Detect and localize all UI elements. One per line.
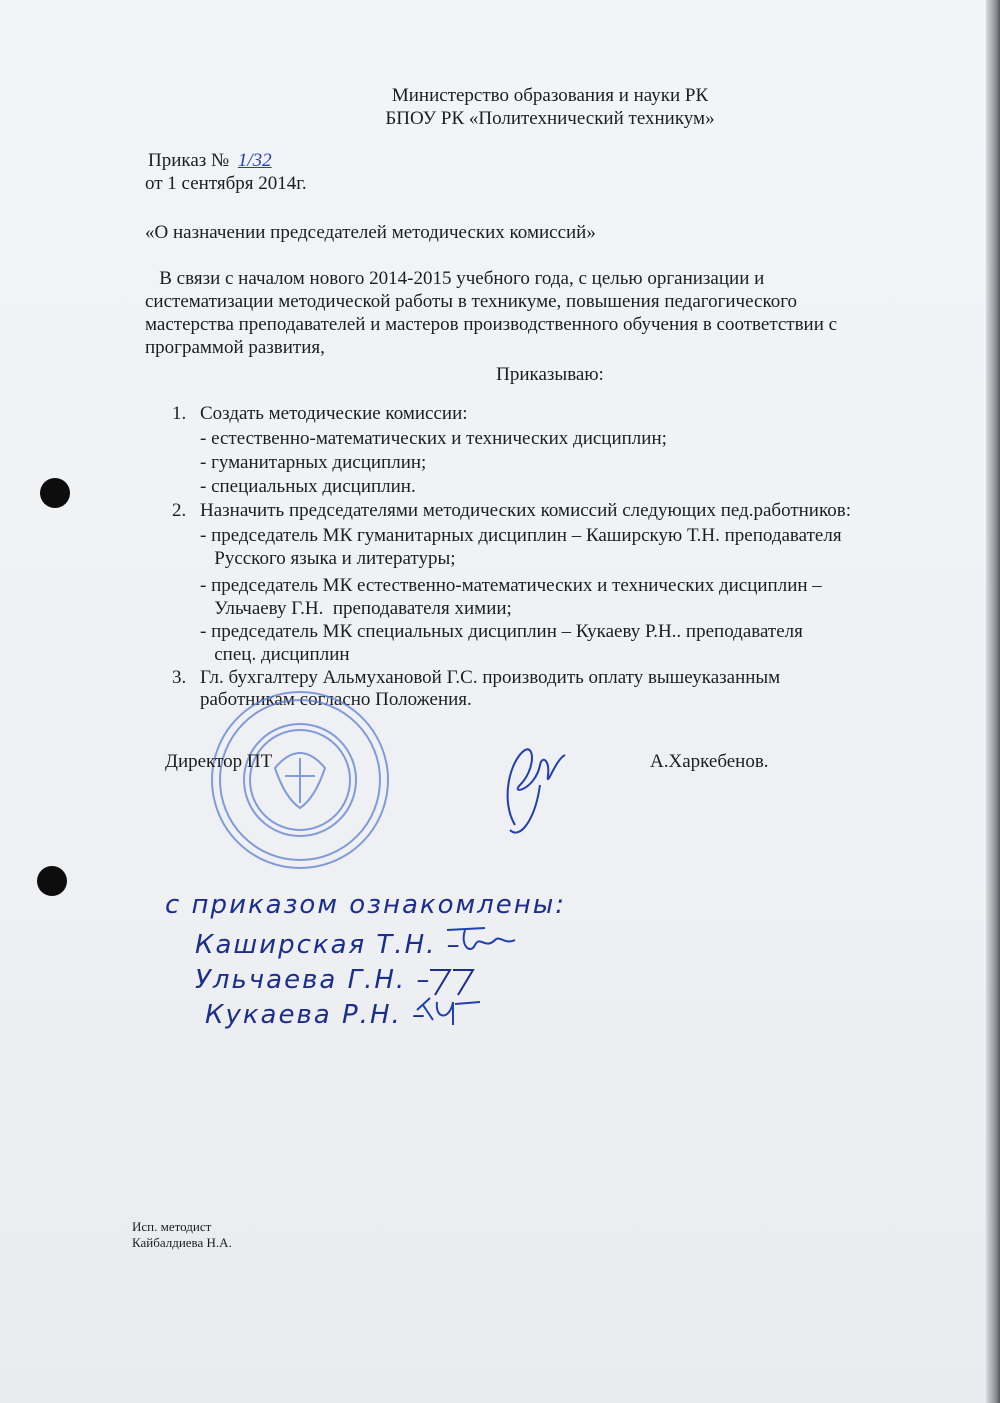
item-sub: - председатель МК специальных дисциплин – Кукаеву Р.Н.. преподавателя — [200, 621, 803, 642]
item-sub: - гуманитарных дисциплин; — [200, 452, 427, 473]
footer-name: Кайбалдиева Н.А. — [132, 1235, 232, 1250]
order-number-handwritten: 1/32 — [237, 150, 272, 171]
decree-word: Приказываю: — [496, 364, 604, 385]
item-sub: - специальных дисциплин. — [200, 476, 416, 497]
item-sub: - председатель МК гуманитарных дисциплин – Каширскую Т.Н. преподавателя — [200, 525, 842, 546]
item-sub: - председатель МК естественно-математических и технических дисциплин – — [200, 575, 822, 596]
order-date: от 1 сентября 2014г. — [145, 173, 307, 194]
acknowledgement-line: Ульчаева Г.Н. – — [195, 965, 432, 995]
order-title: «О назначении председателей методических комиссий» — [145, 222, 596, 243]
ack-signature-3 — [415, 990, 485, 1030]
item-number: 2. — [172, 500, 187, 521]
preamble-line: программой развития, — [145, 337, 325, 358]
acknowledgement-line: Кукаева Р.Н. – — [205, 1000, 428, 1030]
signature-position: Директор ПТ — [165, 751, 273, 772]
ministry-line: Министерство образования и науки РК — [391, 85, 709, 106]
director-signature — [480, 730, 590, 840]
order-label-text: Приказ № — [148, 150, 230, 171]
footer-role: Исп. методист — [132, 1219, 212, 1234]
item-sub: - естественно-математических и технических дисциплин; — [200, 428, 667, 449]
item-text: Гл. бухгалтеру Альмухановой Г.С. производить оплату вышеуказанным — [200, 667, 781, 688]
item-sub: работникам согласно Положения. — [200, 689, 472, 710]
item-sub: Русского языка и литературы; — [200, 548, 456, 569]
punch-hole-bottom — [37, 866, 67, 896]
preamble-line: В связи с началом нового 2014-2015 учебного года, с целью организации и — [145, 268, 765, 289]
official-seal — [205, 688, 395, 873]
punch-hole-top — [40, 478, 70, 508]
item-number: 1. — [172, 403, 187, 424]
acknowledgement-heading: с приказом ознакомлены: — [165, 890, 566, 920]
item-sub: спец. дисциплин — [200, 644, 350, 665]
director-name: А.Харкебенов. — [650, 751, 769, 772]
institution-line: БПОУ РК «Политехнический техникум» — [385, 108, 715, 129]
item-sub: Ульчаеву Г.Н. преподавателя химии; — [200, 598, 512, 619]
order-label — [148, 150, 272, 172]
item-text: Назначить председателями методических комиссий следующих пед.работников: — [200, 500, 851, 521]
preamble-line: систематизации методической работы в техникуме, повышения педагогического — [145, 291, 798, 312]
item-text: Создать методические комиссии: — [200, 403, 468, 424]
paper-edge — [986, 0, 1000, 1403]
item-number: 3. — [172, 667, 187, 688]
acknowledgement-line: Каширская Т.Н. – — [195, 930, 462, 960]
preamble-line: мастерства преподавателей и мастеров производственного обучения в соответствии с — [145, 314, 838, 335]
ack-signature-1 — [445, 920, 525, 960]
